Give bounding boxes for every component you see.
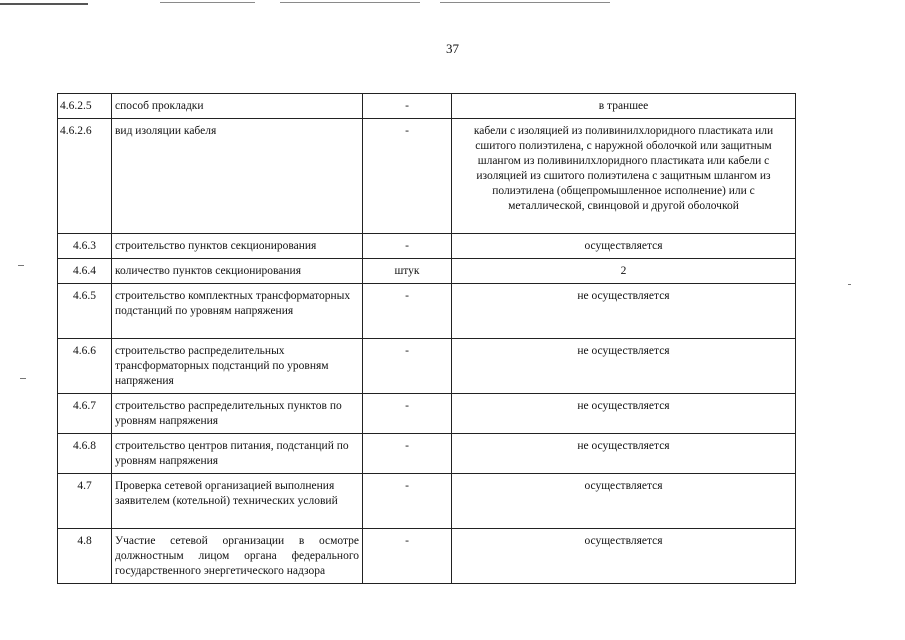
item-unit: - bbox=[363, 394, 452, 434]
margin-mark bbox=[848, 284, 851, 285]
item-name: строительство распределительных пунктов по уровням напряжения bbox=[112, 394, 363, 434]
table-row bbox=[58, 234, 796, 259]
item-unit: - bbox=[363, 94, 452, 119]
scan-artifact-line bbox=[280, 2, 420, 3]
table-row bbox=[58, 529, 796, 584]
item-unit: - bbox=[363, 284, 452, 339]
item-value: осуществляется bbox=[452, 529, 796, 584]
table-row bbox=[58, 394, 796, 434]
item-value: не осуществляется bbox=[452, 394, 796, 434]
item-value: в траншее bbox=[452, 94, 796, 119]
item-value: не осуществляется bbox=[452, 284, 796, 339]
item-name: вид изоляции кабеля bbox=[112, 119, 363, 234]
item-number: 4.7 bbox=[58, 474, 112, 529]
item-value: 2 bbox=[452, 259, 796, 284]
table-row bbox=[58, 94, 796, 119]
requirements-table bbox=[57, 93, 796, 584]
item-number: 4.6.2.6 bbox=[58, 119, 112, 234]
item-value: кабели с изоляцией из поливинилхлоридного пластиката или сшитого полиэтилена, с наружной оболочкой или защитным шлангом из поливинилхлоридного пластиката или кабели с изоляцией из сшитого полиэтилена с защитным шлангом из полиэтилена (общепромышленное исполнение) или с металлической, свинцовой и другой оболочкой bbox=[452, 119, 796, 234]
table-row bbox=[58, 474, 796, 529]
item-unit: - bbox=[363, 434, 452, 474]
item-number: 4.6.2.5 bbox=[58, 94, 112, 119]
item-name: Проверка сетевой организацией выполнения заявителем (котельной) технических условий bbox=[112, 474, 363, 529]
item-number: 4.6.3 bbox=[58, 234, 112, 259]
item-name: строительство центров питания, подстанций по уровням напряжения bbox=[112, 434, 363, 474]
item-unit: - bbox=[363, 474, 452, 529]
item-number: 4.8 bbox=[58, 529, 112, 584]
scan-artifact-line bbox=[440, 2, 610, 3]
item-unit: - bbox=[363, 234, 452, 259]
table-row bbox=[58, 434, 796, 474]
item-name: количество пунктов секционирования bbox=[112, 259, 363, 284]
page-number: 37 bbox=[446, 41, 459, 56]
margin-mark bbox=[20, 378, 26, 379]
item-name: строительство распределительных трансформаторных подстанций по уровням напряжения bbox=[112, 339, 363, 394]
item-unit: штук bbox=[363, 259, 452, 284]
table-row bbox=[58, 284, 796, 339]
margin-mark bbox=[18, 265, 24, 266]
item-unit: - bbox=[363, 339, 452, 394]
item-name: Участие сетевой организации в осмотре должностным лицом органа федерального государственного энергетического надзора bbox=[112, 529, 363, 584]
item-name: способ прокладки bbox=[112, 94, 363, 119]
item-number: 4.6.5 bbox=[58, 284, 112, 339]
scan-artifact-line bbox=[0, 3, 88, 5]
item-number: 4.6.4 bbox=[58, 259, 112, 284]
item-name: строительство комплектных трансформаторных подстанций по уровням напряжения bbox=[112, 284, 363, 339]
table-row bbox=[58, 259, 796, 284]
scan-artifact-line bbox=[160, 2, 255, 3]
table-row bbox=[58, 119, 796, 234]
item-value: не осуществляется bbox=[452, 434, 796, 474]
item-value: не осуществляется bbox=[452, 339, 796, 394]
item-value: осуществляется bbox=[452, 474, 796, 529]
item-unit: - bbox=[363, 529, 452, 584]
item-unit: - bbox=[363, 119, 452, 234]
item-value: осуществляется bbox=[452, 234, 796, 259]
item-number: 4.6.6 bbox=[58, 339, 112, 394]
item-number: 4.6.7 bbox=[58, 394, 112, 434]
item-name: строительство пунктов секционирования bbox=[112, 234, 363, 259]
table-row bbox=[58, 339, 796, 394]
item-number: 4.6.8 bbox=[58, 434, 112, 474]
